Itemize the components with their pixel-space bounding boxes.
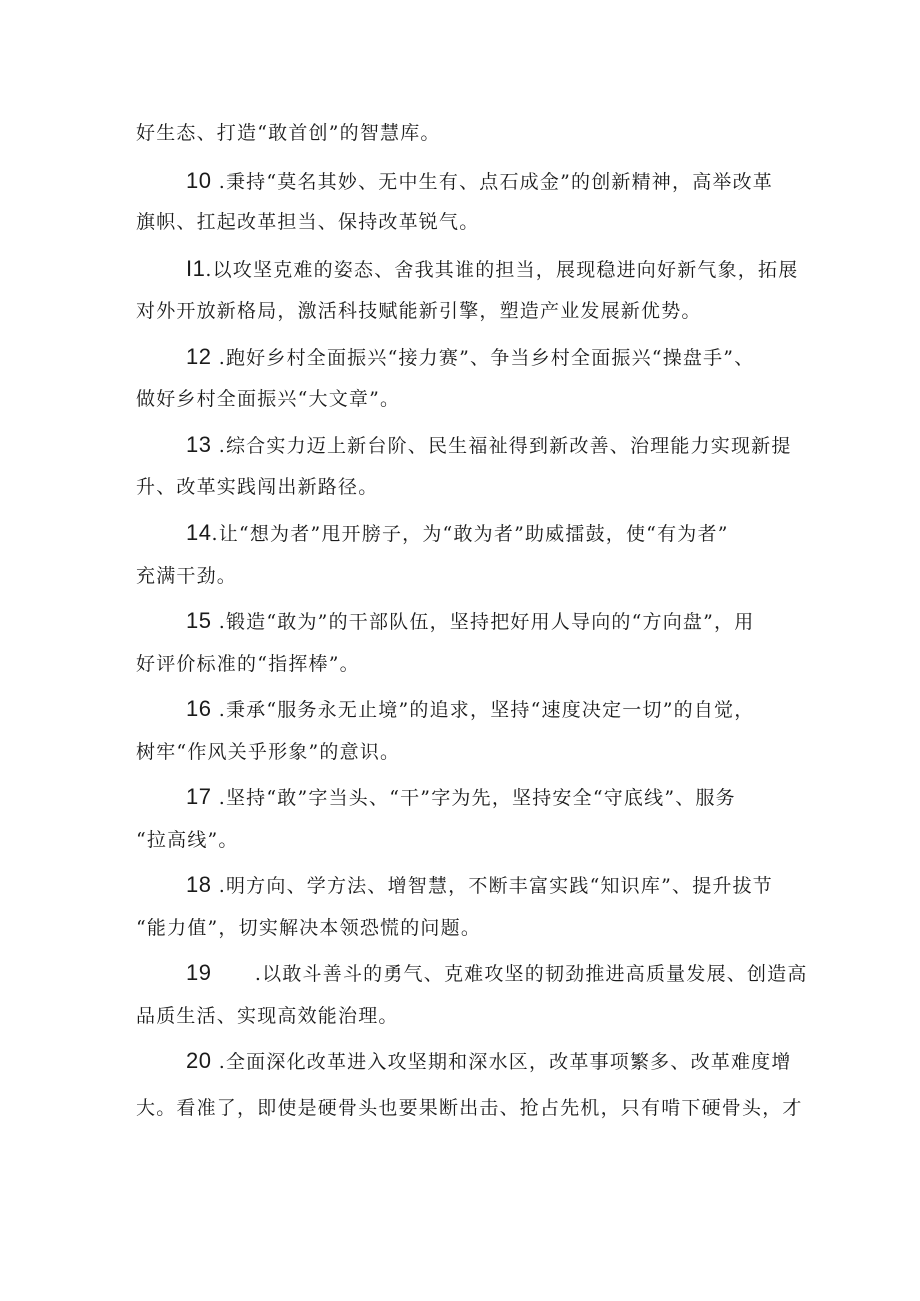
item-10-line-2: 旗帜、扛起改革担当、保持改革锐气。 <box>136 211 480 233</box>
item-20-line-1 <box>186 1046 796 1077</box>
item-number: 16 <box>186 696 212 721</box>
item-text: .以敢斗善斗的勇气、克难攻坚的韧劲推进高质量发展、创造高 <box>211 963 808 985</box>
item-10-line-1 <box>186 166 796 197</box>
item-text: .让“想为者”甩开膀子，为“敢为者”助威擂鼓，使“有为者” <box>211 523 729 545</box>
item-14-line-1 <box>186 518 796 549</box>
item-number: 10 <box>186 168 212 193</box>
intro-line: 好生态、打造“敢首创”的智慧库。 <box>136 122 441 144</box>
item-number: 14 <box>186 520 212 545</box>
item-text: .明方向、学方法、增智慧，不断丰富实践“知识库”、提升拔节 <box>211 875 773 897</box>
item-14-line-2: 充满干劲。 <box>136 565 238 587</box>
item-18-line-1 <box>186 870 796 901</box>
item-16-line-1 <box>186 694 796 725</box>
item-text: .坚持“敢”字当头、“干”字为先，坚持安全“守底线”、服务 <box>211 787 736 809</box>
item-15-line-1 <box>186 606 796 637</box>
item-19-line-2: 品质生活、实现高效能治理。 <box>136 1005 399 1027</box>
item-text: .以攻坚克难的姿态、舍我其谁的担当，展现稳进向好新气象，拓展 <box>205 259 799 281</box>
item-20-line-2: 大。看准了，即使是硬骨头也要果断出击、抢占先机，只有啃下硬骨头，才 <box>136 1097 803 1119</box>
item-13-line-1 <box>186 430 796 461</box>
item-number: 12 <box>186 344 212 369</box>
item-text: .跑好乡村全面振兴“接力赛”、争当乡村全面振兴“操盘手”、 <box>211 347 755 369</box>
item-text: .全面深化改革进入攻坚期和深水区，改革事项繁多、改革难度增 <box>211 1051 792 1073</box>
item-18-line-2: “能力值”，切实解决本领恐慌的问题。 <box>136 917 482 939</box>
item-number: 19 <box>186 960 212 985</box>
item-text: .综合实力迈上新台阶、民生福祉得到新改善、治理能力实现新提 <box>211 435 792 457</box>
item-number: 13 <box>186 432 212 457</box>
item-17-line-2: “拉高线”。 <box>136 829 239 851</box>
item-number: I1 <box>186 256 206 281</box>
item-12-line-1 <box>186 342 796 373</box>
item-15-line-2: 好评价标准的“指挥棒”。 <box>136 653 360 675</box>
item-12-line-2: 做好乡村全面振兴“大文章”。 <box>136 388 401 410</box>
item-number: 18 <box>186 872 212 897</box>
item-number: 20 <box>186 1048 212 1073</box>
item-number: 17 <box>186 784 212 809</box>
item-19-line-1 <box>186 958 808 989</box>
item-text: .秉持“莫名其妙、无中生有、点石成金”的创新精神，高举改革 <box>211 171 773 193</box>
item-number: 15 <box>186 608 212 633</box>
item-text: .锻造“敢为”的干部队伍，坚持把好用人导向的“方向盘”，用 <box>211 611 755 633</box>
item-11-line-2: 对外开放新格局，激活科技赋能新引擎，塑造产业发展新优势。 <box>136 300 702 322</box>
item-16-line-2: 树牢“作风关乎形象”的意识。 <box>136 741 401 763</box>
item-text: .秉承“服务永无止境”的追求，坚持“速度决定一切”的自觉， <box>211 699 755 721</box>
item-11-line-1 <box>186 254 799 285</box>
item-17-line-1 <box>186 782 796 813</box>
item-13-line-2: 升、改革实践闯出新路径。 <box>136 476 379 498</box>
